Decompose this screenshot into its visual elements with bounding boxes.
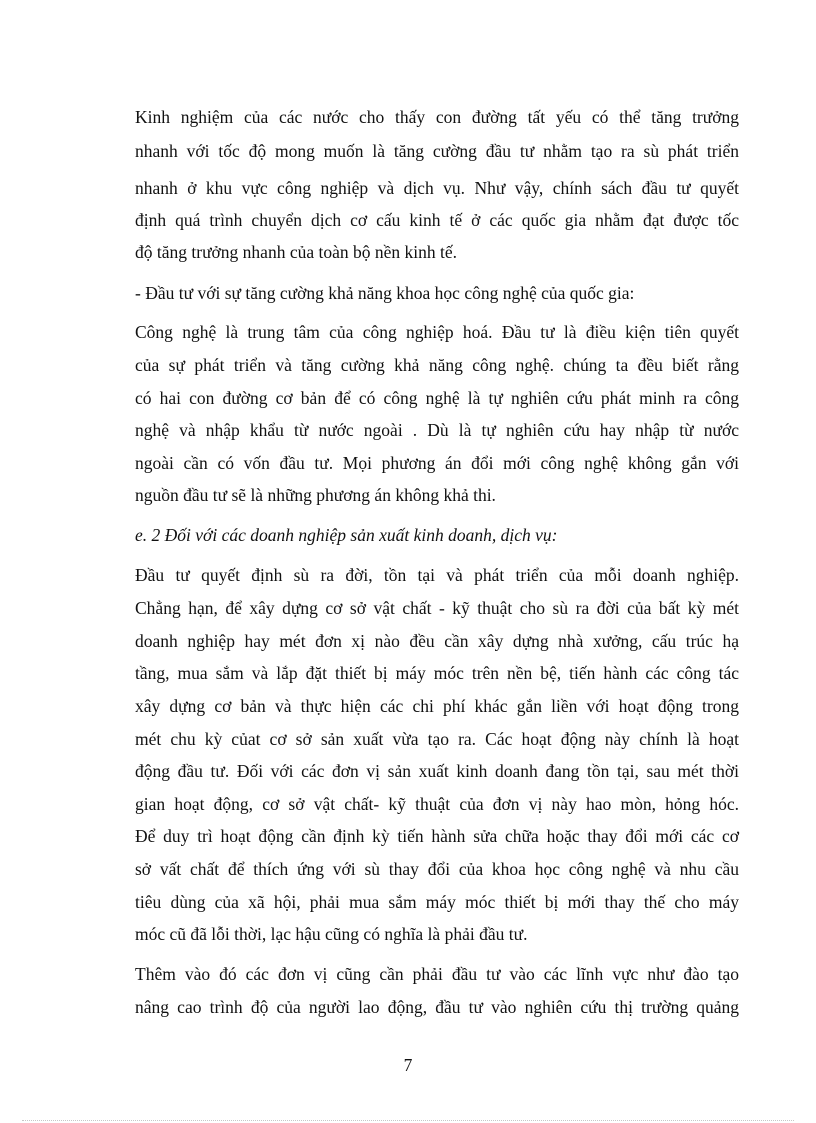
text-line: xây dựng cơ bản và thực hiện các chi phí khác gắn liền với hoạt động trong: [135, 696, 739, 716]
text-line: động đầu tư. Đối với các đơn vị sản xuất kinh doanh đang tồn tại, sau mét thời: [135, 761, 739, 781]
text-line: ngoài cần có vốn đầu tư. Mọi phương án đổi mới công nghệ không gắn với: [135, 453, 739, 473]
text-line: nâng cao trình độ của người lao động, đầu tư vào nghiên cứu thị trường quảng: [135, 997, 739, 1017]
text-line: tầng, mua sắm và lắp đặt thiết bị máy móc trên nền bệ, tiến hành các công tác: [135, 663, 739, 683]
text-line: Kinh nghiệm của các nước cho thấy con đường tất yếu có thể tăng trưởng: [135, 107, 739, 127]
text-line: nghệ và nhập khẩu từ nước ngoài . Dù là tự nghiên cứu hay nhập từ nước: [135, 420, 739, 440]
text-line: nhanh với tốc độ mong muốn là tăng cường đầu tư nhằm tạo ra sù phát triển: [135, 141, 739, 161]
text-line: có hai con đường cơ bản để có công nghệ là tự nghiên cứu phát minh ra công: [135, 388, 739, 408]
text-line: nhanh ở khu vực công nghiệp và dịch vụ. Như vậy, chính sách đầu tư quyết: [135, 178, 739, 198]
section-heading: e. 2 Đối với các doanh nghiệp sản xuất kinh doanh, dịch vụ:: [135, 525, 558, 545]
section-bullet: - Đầu tư với sự tăng cường khả năng khoa học công nghệ của quốc gia:: [135, 283, 635, 303]
text-line: Để duy trì hoạt động cần định kỳ tiến hành sửa chữa hoặc thay đổi mới các cơ: [135, 826, 739, 846]
text-line: gian hoạt động, cơ sở vật chất- kỹ thuật của đơn vị này hao mòn, hỏng hóc.: [135, 794, 739, 814]
text-line: Đầu tư quyết định sù ra đời, tồn tại và phát triển của mỗi doanh nghiệp.: [135, 565, 739, 585]
text-line: mét chu kỳ củat cơ sở sản xuất vừa tạo ra. Các hoạt động này chính là hoạt: [135, 729, 739, 749]
text-line: định quá trình chuyển dịch cơ cấu kinh tế ở các quốc gia nhằm đạt được tốc: [135, 210, 739, 230]
text-line: móc cũ đã lỗi thời, lạc hậu cũng có nghĩa là phải đầu tư.: [135, 924, 528, 944]
text-line: Công nghệ là trung tâm của công nghiệp hoá. Đầu tư là điều kiện tiên quyết: [135, 322, 739, 342]
text-line: sở vất chất để thích ứng với sù thay đổi của khoa học công nghệ và nhu cầu: [135, 859, 739, 879]
text-line: của sự phát triển và tăng cường khả năng công nghệ. chúng ta đều biết rằng: [135, 355, 739, 375]
text-line: tiêu dùng của xã hội, phải mua sắm máy móc thiết bị mới thay thế cho máy: [135, 892, 739, 912]
page-number: 7: [403, 1055, 413, 1075]
text-line: độ tăng trưởng nhanh của toàn bộ nền kinh tế.: [135, 242, 457, 262]
page-border-divider: [22, 1120, 794, 1121]
text-line: doanh nghiệp hay mét đơn xị nào đều cần xây dựng nhà xưởng, cấu trúc hạ: [135, 631, 739, 651]
text-line: Chẳng hạn, để xây dựng cơ sở vật chất - kỹ thuật cho sù ra đời của bất kỳ mét: [135, 598, 739, 618]
text-line: Thêm vào đó các đơn vị cũng cần phải đầu tư vào các lĩnh vực như đào tạo: [135, 964, 739, 984]
text-line: nguồn đầu tư sẽ là những phương án không khả thi.: [135, 485, 496, 505]
